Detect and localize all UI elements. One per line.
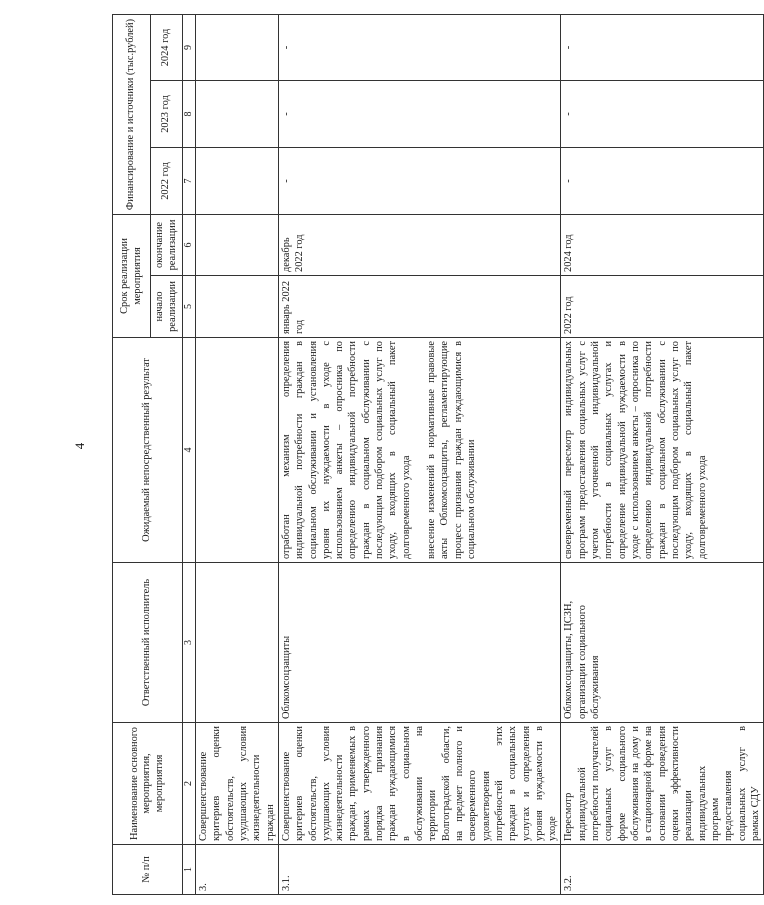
page-number: 4 (72, 442, 87, 450)
header-2024: 2024 год (151, 14, 183, 80)
column-number: 8 (183, 81, 196, 148)
row-number: 3. (196, 845, 279, 895)
row-start: 2022 год (561, 276, 764, 338)
row-fin-2024: - (561, 14, 764, 80)
row-name: Совершенствование критериев оценки обстоятельств, ухудшающих условия жизнедеятельности граждан, применяемых в рамках утвержденного порядка признания граждан нуждающимися в социальном обслуживании на территории Волгоградской области, на предмет полного и своевременного удовлетворения потребностей этих граждан в социальных услугах и определения уровня нуждаемости в уходе (278, 723, 561, 845)
column-number: 6 (183, 215, 196, 276)
row-fin-2022: - (561, 148, 764, 215)
row-number: 3.1. (278, 845, 561, 895)
rotated-table-container (112, 15, 761, 895)
row-executor (196, 563, 279, 723)
column-number: 7 (183, 148, 196, 215)
header-term-end: окончание реализации (151, 215, 183, 276)
row-start: январь 2022 год (278, 276, 561, 338)
row-fin-2022 (196, 148, 279, 215)
table-row (196, 14, 279, 894)
header-num: № п/п (113, 845, 183, 895)
row-executor: Облкомсоцзащиты (278, 563, 561, 723)
row-fin-2022: - (278, 148, 561, 215)
header-financing: Финансирование и источники (тыс.рублей) (113, 14, 151, 214)
header-row-1 (113, 14, 151, 894)
column-numbers-row (183, 14, 196, 894)
table-row (278, 14, 561, 894)
row-end: 2024 год (561, 215, 764, 276)
row-result (196, 338, 279, 563)
row-start (196, 276, 279, 338)
header-executor: Ответственный исполнитель (113, 563, 183, 723)
row-fin-2023 (196, 81, 279, 148)
column-number: 3 (183, 563, 196, 723)
row-end: декабрь 2022 год (278, 215, 561, 276)
header-term-start: начало реализации (151, 276, 183, 338)
row-end (196, 215, 279, 276)
row-result-part-1: отработан механизм определения индивидуальной потребности граждан в социальном обслуживании и установления уровня их нуждаемости в уходе с использованием анкеты – опросника по определению индивидуальной потребности граждан в социальном обслуживании с последующим подбором социальных услуг по уходу, входящих в социальный пакет долговременного ухода (280, 341, 412, 559)
row-number: 3.2. (561, 845, 764, 895)
column-number: 4 (183, 338, 196, 563)
row-fin-2023: - (561, 81, 764, 148)
column-number: 1 (183, 845, 196, 895)
column-number: 5 (183, 276, 196, 338)
row-name: Совершенствование критериев оценки обстоятельств, ухудшающих условия жизнедеятельности граждан (196, 723, 279, 845)
header-result: Ожидаемый непосредственный результат (113, 338, 183, 563)
header-name: Наименование основного мероприятия, мероприятия (113, 723, 183, 845)
row-result-part-2: внесение изменений в нормативные правовые акты Облкомсоцзащиты, регламентирующие процесс признания граждан нуждающимися в социальном обслуживании (426, 341, 477, 559)
table-row (561, 14, 764, 894)
row-name: Пересмотр индивидуальной потребности получателей социальных услуг в форме социального обслуживания на дому и в стационарной форме на основании проведения оценки эффективности реализации индивидуальных программ предоставления социальных услуг в рамках СДУ (561, 723, 764, 845)
row-fin-2024: - (278, 14, 561, 80)
row-fin-2024 (196, 14, 279, 80)
row-result: своевременный пересмотр индивидуальных программ предоставления социальных услуг с учетом уточненной индивидуальной потребности в социальных услугах и определение индивидуальной нуждаемости в уходе с использованием анкеты – опросника по определению индивидуальной потребности граждан в социальном обслуживании с последующим подбором социальных услуг по уходу, входящих в социальный пакет долговременного ухода (561, 338, 764, 563)
column-number: 2 (183, 723, 196, 845)
row-result (278, 338, 561, 563)
row-fin-2023: - (278, 81, 561, 148)
header-2023: 2023 год (151, 81, 183, 148)
column-number: 9 (183, 14, 196, 80)
header-term: Срок реализации мероприятия (113, 215, 151, 338)
row-executor: Облкомсоцзащиты, ЦСЗН, организации социального обслуживания (561, 563, 764, 723)
header-2022: 2022 год (151, 148, 183, 215)
activities-table (112, 14, 764, 895)
